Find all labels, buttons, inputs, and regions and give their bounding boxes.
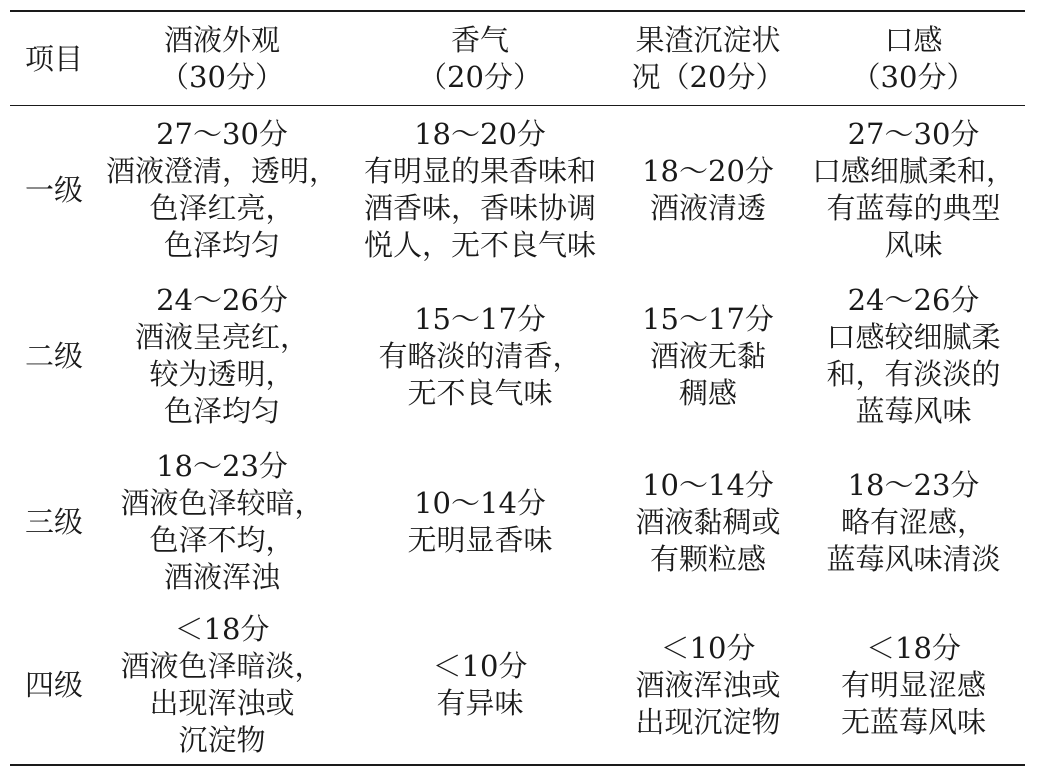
header-taste: [802, 14, 1025, 104]
cell-line: 10～14分: [642, 467, 774, 502]
cell-line: 色泽不均，: [149, 523, 295, 557]
table-header-rule: [10, 105, 1025, 106]
header-appearance: [98, 14, 346, 104]
cell-line: ＜18分: [866, 630, 961, 665]
cell-line: 色泽均匀: [163, 394, 280, 428]
taste-cell: [802, 274, 1025, 438]
cell-line: ＜18分: [174, 612, 270, 646]
cell-line: 蓝莓风味: [855, 394, 972, 428]
cell-line: 口感细腻柔和，: [811, 154, 1015, 188]
cell-line: 10～14分: [414, 486, 546, 520]
grade-cell: [10, 442, 98, 602]
grade-cell: [10, 110, 98, 270]
aroma-cell: [346, 110, 614, 270]
header-sediment: [614, 14, 802, 104]
cell-line: 蓝莓风味清淡: [826, 541, 1001, 576]
cell-line: 无不良气味: [407, 375, 553, 410]
cell-line: 无蓝莓风味: [840, 704, 986, 739]
sediment-cell: [614, 608, 802, 762]
cell-line: 略有涩感，: [840, 504, 986, 539]
cell-line: 有明显涩感: [840, 667, 986, 702]
cell-line: 酒液浑浊或: [635, 667, 781, 702]
cell-line: 有蓝莓的典型: [826, 191, 1001, 225]
cell-line: 有略淡的清香，: [378, 338, 582, 373]
header-line: （30分）: [851, 60, 976, 94]
cell-line: 出现沉淀物: [635, 704, 781, 739]
header-line: （30分）: [160, 60, 284, 94]
header-line: 香气: [450, 23, 509, 57]
cell-line: 酒液色泽较暗，: [120, 486, 324, 520]
cell-line: 18～20分: [642, 154, 774, 188]
taste-cell: [802, 442, 1025, 602]
cell-line: 27～30分: [156, 117, 288, 151]
grade-cell: [10, 608, 98, 762]
grade-label: 四级: [24, 667, 83, 702]
appearance-cell: [98, 442, 346, 602]
cell-line: 沉淀物: [178, 723, 266, 757]
grade-label: 一级: [24, 172, 83, 207]
sediment-cell: [614, 274, 802, 438]
grade-label: 二级: [24, 338, 83, 373]
cell-line: 24～26分: [156, 283, 288, 317]
sediment-cell: [614, 110, 802, 270]
taste-cell: [802, 110, 1025, 270]
cell-line: 18～23分: [156, 449, 288, 483]
cell-line: 酒液无黏: [649, 338, 766, 373]
appearance-cell: [98, 110, 346, 270]
cell-line: 和，有淡淡的: [826, 357, 1001, 391]
grade-cell: [10, 274, 98, 438]
aroma-cell: [346, 274, 614, 438]
cell-line: 有明显的果香味和: [363, 154, 596, 188]
grade-label: 三级: [24, 504, 83, 539]
cell-line: 酒香味，香味协调: [363, 191, 596, 225]
cell-line: 酒液呈亮红，: [134, 320, 309, 354]
header-line: （20分）: [418, 60, 542, 94]
table-bottom-rule: [10, 764, 1025, 766]
cell-line: ＜10分: [660, 630, 756, 665]
header-aroma: [346, 14, 614, 104]
appearance-cell: [98, 274, 346, 438]
header-line: 果渣沉淀状: [635, 23, 781, 57]
cell-line: 较为透明，: [149, 357, 295, 391]
cell-line: 酒液色泽暗淡，: [120, 649, 324, 683]
cell-line: 15～17分: [414, 301, 546, 336]
cell-line: 风味: [884, 228, 943, 262]
cell-line: 18～23分: [847, 467, 980, 502]
header-item: [10, 14, 98, 104]
taste-cell: [802, 608, 1025, 762]
cell-line: 悦人，无不良气味: [363, 228, 596, 262]
header-line: 口感: [884, 23, 943, 57]
cell-line: 24～26分: [847, 283, 980, 317]
header-line: 酒液外观: [163, 23, 280, 57]
cell-line: 18～20分: [414, 117, 546, 151]
header-line: 况（20分）: [631, 60, 785, 94]
cell-line: 出现浑浊或: [149, 686, 295, 720]
cell-line: 稠感: [678, 375, 737, 410]
cell-line: 无明显香味: [407, 523, 553, 557]
table-top-rule: [10, 10, 1025, 12]
cell-line: 酒液浑浊: [163, 560, 280, 594]
cell-line: 口感较细腻柔: [826, 320, 1001, 354]
cell-line: ＜10分: [432, 649, 528, 683]
cell-line: 有颗粒感: [649, 541, 766, 576]
aroma-cell: [346, 442, 614, 602]
cell-line: 色泽均匀: [163, 228, 280, 262]
appearance-cell: [98, 608, 346, 762]
cell-line: 有异味: [436, 686, 524, 720]
cell-line: 27～30分: [847, 117, 980, 151]
header-line: 项目: [24, 41, 83, 76]
cell-line: 酒液清透: [649, 191, 766, 225]
cell-line: 15～17分: [642, 301, 774, 336]
cell-line: 酒液澄清，透明，: [105, 154, 338, 188]
cell-line: 色泽红亮，: [149, 191, 295, 225]
sediment-cell: [614, 442, 802, 602]
cell-line: 酒液黏稠或: [635, 504, 781, 539]
aroma-cell: [346, 608, 614, 762]
